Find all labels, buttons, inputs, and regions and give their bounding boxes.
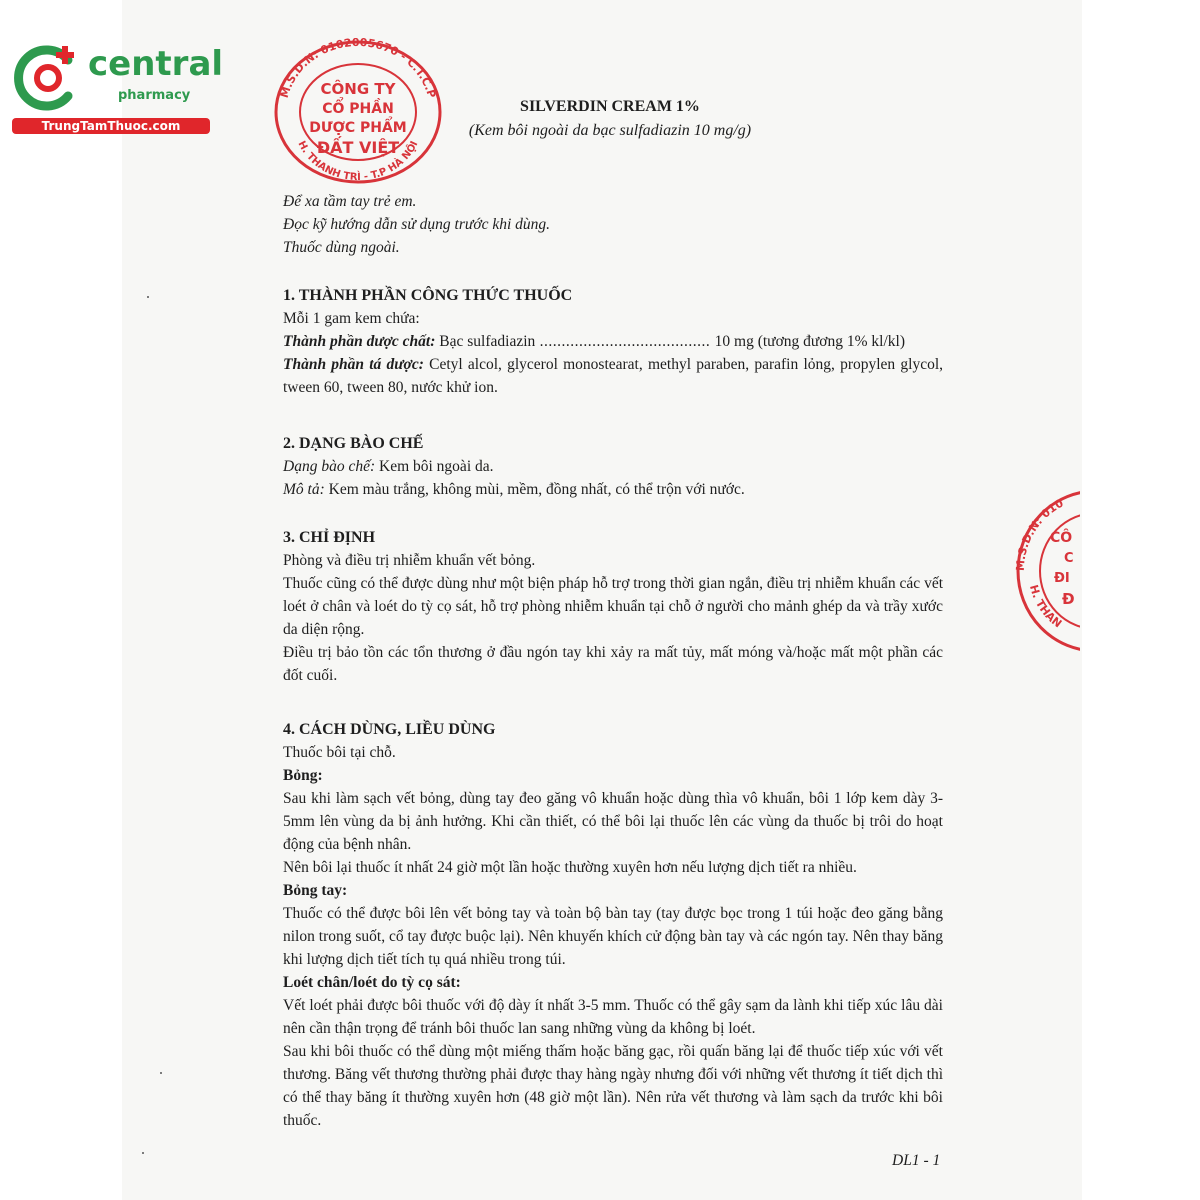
document-title: SILVERDIN CREAM 1% [520,98,700,115]
burn-subheading: Bỏng: [283,767,323,784]
active-ingredient-name: Bạc sulfadiazin [439,333,536,350]
scan-speck [147,296,149,298]
logo-website-banner[interactable]: TrungTamThuoc.com [12,118,210,134]
indication-paragraph-1: Phòng và điều trị nhiễm khuẩn vết bỏng. [283,552,536,569]
dosage-form-label: Dạng bào chế: [283,458,376,475]
logo-subbrand-text: pharmacy [118,88,191,103]
side-seal-stamp [1014,486,1080,656]
stamp-ring-bottom-text: H. THANH TRÌ - T.P HÀ NỘI [295,139,421,184]
active-ingredient-dots: ....................................... [535,333,715,350]
side-stamp-line-3: ĐI [1054,571,1070,586]
stamp-line-4: ĐẤT VIỆT [316,138,400,157]
excipient-label: Thành phần tá dược: [283,356,424,373]
usage-intro: Thuốc bôi tại chỗ. [283,744,396,761]
section-heading-indications: 3. CHỈ ĐỊNH [283,529,376,546]
active-ingredient-amount: 10 mg (tương đương 1% kl/kl) [714,333,905,350]
stamp-line-3: DƯỢC PHẨM [309,120,407,136]
stamp-line-1: CÔNG TY [320,80,396,98]
burn-paragraph-1: Sau khi làm sạch vết bỏng, dùng tay đeo găng vô khuẩn hoặc dùng thìa vô khuẩn, bôi 1 lớp kem dày 3-5mm lên vùng da bị ảnh hưởng. Khi cần thiết, có thể bôi lại thuốc lên các vùng da thuốc bị trôi do hoạt động của bệnh nhân. [283,790,943,853]
active-ingredient-line [283,330,943,353]
composition-intro: Mỗi 1 gam kem chứa: [283,310,420,327]
central-pharmacy-logo-icon [10,38,90,118]
section-heading-composition: 1. THÀNH PHẦN CÔNG THỨC THUỐC [283,287,573,304]
central-pharmacy-logo[interactable] [10,38,224,138]
scan-speck [160,1072,162,1074]
ulcer-paragraph-1: Vết loét phải được bôi thuốc với độ dày ít nhất 3-5 mm. Thuốc có thể gây sạm da lành khi tiếp xúc lâu dài nên cần thận trọng để tránh bôi thuốc lan sang những vùng da không bị loét. [283,997,943,1037]
dosage-form-text: Kem bôi ngoài da. [379,458,494,475]
dosage-form-line [283,455,943,478]
side-stamp-ring-bottom: H. THAN [1026,583,1065,631]
page-code: DL1 - 1 [892,1152,941,1169]
hand-burn-paragraph: Thuốc có thể được bôi lên vết bỏng tay và toàn bộ bàn tay (tay được bọc trong 1 túi hoặc đeo găng bằng nilon trong suốt, cổ tay được buộc lại). Nên khuyến khích cử động bàn tay và các ngón tay. Nên thay băng khi lượng dịch tiết tích tụ quá nhiều trong túi. [283,905,943,968]
hand-burn-subheading: Bỏng tay: [283,882,348,899]
burn-paragraph-2: Nên bôi lại thuốc ít nhất 24 giờ một lần hoặc thường xuyên hơn nếu lượng dịch tiết ra nhiều. [283,859,857,876]
warning-keep-away: Để xa tầm tay trẻ em. [283,193,417,210]
description-text: Kem màu trắng, không mùi, mềm, đồng nhất, có thể trộn với nước. [328,481,745,498]
active-ingredient-label: Thành phần dược chất: [283,333,436,350]
ulcer-paragraph-2: Sau khi bôi thuốc có thể dùng một miếng thấm hoặc băng gạc, rồi quấn băng lại để thuốc tiếp xúc với vết thương. Băng vết thương thường phải được thay hàng ngày nhưng đối với những vết thương ít tiết dịch thì có thể thay băng ít thường xuyên hơn (48 giờ một lần). Nên rửa vết thương và làm sạch da trước khi bôi thuốc. [283,1043,943,1129]
stamp-line-2: CỔ PHẦN [322,101,394,117]
excipient-text: Cetyl alcol, glycerol monostearat, methyl paraben, parafin lỏng, propylen glycol, tween 60, tween 80, nước khử ion. [283,356,944,396]
stamp-ring-top-text: M.S.D.N: 0102005670 - C.T.C.P [277,38,439,100]
company-seal-stamp [272,38,444,186]
side-stamp-line-1: CÔ [1050,530,1073,546]
section-heading-dosage-form: 2. DẠNG BÀO CHẾ [283,435,424,452]
section-heading-usage-dosage: 4. CÁCH DÙNG, LIỀU DÙNG [283,721,496,738]
description-line [283,478,943,501]
warning-read-instructions: Đọc kỹ hướng dẫn sử dụng trước khi dùng. [283,216,551,233]
warning-external-use: Thuốc dùng ngoài. [283,239,400,256]
logo-brand-text: central [88,44,224,84]
svg-text:H. THAN [1027,583,1064,630]
ulcer-subheading: Loét chân/loét do tỳ cọ sát: [283,974,461,991]
side-stamp-line-2: C [1064,551,1074,566]
excipient-line [283,353,943,399]
side-stamp-line-4: Đ [1062,590,1075,608]
document-body [283,284,943,1132]
side-stamp-ring-top: M.S.D.N: 010 [1014,496,1066,572]
document-subtitle: (Kem bôi ngoài da bạc sulfadiazin 10 mg/g) [468,122,752,139]
indication-paragraph-2: Thuốc cũng có thể được dùng như một biện pháp hỗ trợ trong thời gian ngắn, điều trị nhiễm khuẩn các vết loét ở chân và loét do tỳ cọ sát, hỗ trợ phòng nhiễm khuẩn tại chỗ ở người cho mảnh ghép da và trầy xước da diện rộng. [283,575,943,638]
description-label: Mô tả: [283,481,325,498]
scan-speck [142,1152,144,1154]
indication-paragraph-3: Điều trị bảo tồn các tổn thương ở đầu ngón tay khi xảy ra mất tủy, mất móng và/hoặc mất một phần các đốt cuối. [283,644,943,684]
